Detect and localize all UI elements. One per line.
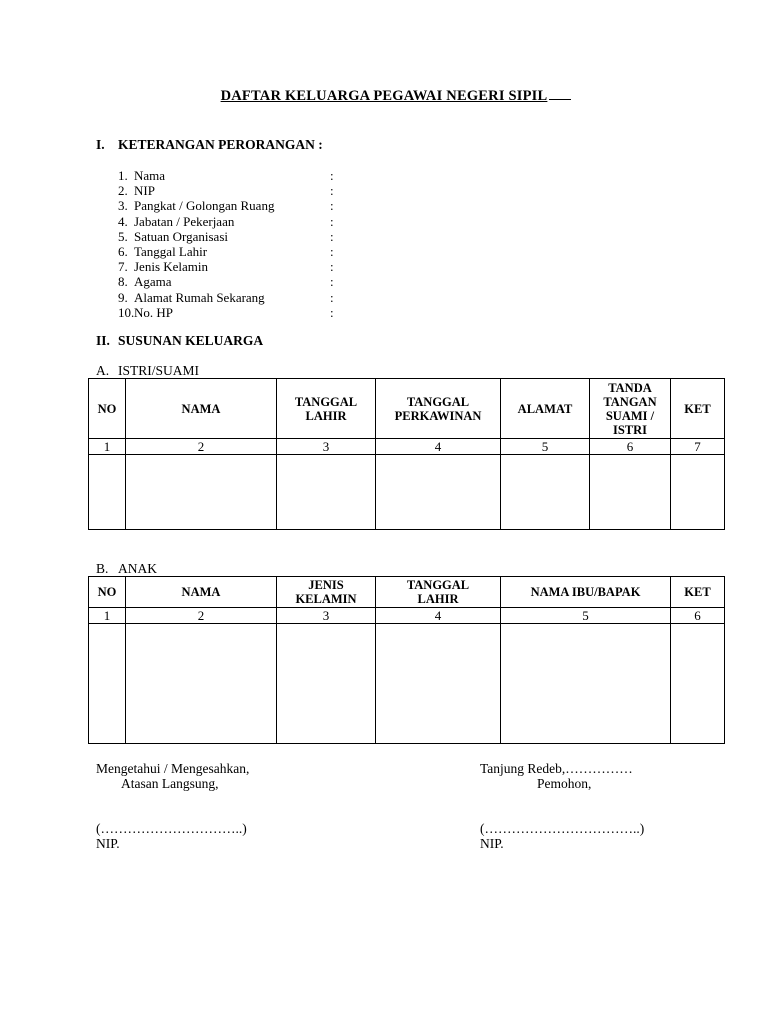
- entry-cell[interactable]: [501, 455, 590, 530]
- spouse-entry-row: [89, 455, 725, 530]
- field-colon: :: [330, 198, 334, 213]
- index-cell: 1: [89, 439, 126, 455]
- header-jenis-kelamin: JENIS KELAMIN: [277, 577, 376, 608]
- entry-cell[interactable]: [126, 455, 277, 530]
- personal-field-row: [118, 214, 234, 229]
- section-personal-heading: I. KETERANGAN PERORANGAN :: [96, 137, 323, 152]
- field-colon: :: [330, 305, 334, 320]
- field-colon: :: [330, 183, 334, 198]
- index-cell: 7: [671, 439, 725, 455]
- approver-title: Atasan Langsung,: [121, 776, 219, 791]
- document-title: DAFTAR KELUARGA PEGAWAI NEGERI SIPIL: [0, 87, 768, 105]
- field-label: No. HP: [134, 305, 174, 320]
- header-alamat: ALAMAT: [501, 379, 590, 439]
- children-index-row: [89, 608, 725, 624]
- field-label: Pangkat / Golongan Ruang: [134, 198, 275, 213]
- entry-cell[interactable]: [501, 624, 671, 744]
- approver-line: Mengetahui / Mengesahkan,: [96, 761, 250, 776]
- spouse-subheading: A. ISTRI/SUAMI: [96, 363, 200, 378]
- index-cell: 6: [590, 439, 671, 455]
- children-entry-row: [89, 624, 725, 744]
- personal-field-row: [118, 290, 265, 305]
- header-no: NO: [89, 379, 126, 439]
- personal-field-row: [118, 229, 228, 244]
- field-number: 10.: [118, 305, 135, 320]
- field-label: Agama: [134, 274, 172, 289]
- personal-field-row: [118, 168, 165, 183]
- spouse-index-row: [89, 439, 725, 455]
- entry-cell[interactable]: [277, 455, 376, 530]
- header-tanggal-perkawinan: TANGGAL PERKAWINAN: [376, 379, 501, 439]
- field-colon: :: [330, 274, 334, 289]
- index-cell: 1: [89, 608, 126, 624]
- field-colon: :: [330, 214, 334, 229]
- field-colon: :: [330, 229, 334, 244]
- index-cell: 2: [126, 439, 277, 455]
- entry-cell[interactable]: [126, 624, 277, 744]
- field-label: Jabatan / Pekerjaan: [134, 214, 235, 229]
- field-label: Tanggal Lahir: [134, 244, 208, 259]
- field-number: 2.: [118, 183, 128, 198]
- field-label: Jenis Kelamin: [134, 259, 209, 274]
- field-number: 5.: [118, 229, 128, 244]
- header-ket: KET: [671, 379, 725, 439]
- header-tanggal-lahir: TANGGAL LAHIR: [376, 577, 501, 608]
- entry-cell[interactable]: [671, 455, 725, 530]
- index-cell: 3: [277, 439, 376, 455]
- spouse-header-row: [89, 379, 725, 439]
- place-date-line: Tanjung Redeb,……………: [480, 761, 633, 776]
- header-ket: KET: [671, 577, 725, 608]
- personal-field-row: [118, 274, 172, 289]
- applicant-name-blank: (……………………………..): [480, 821, 645, 836]
- field-label: Nama: [134, 168, 166, 183]
- index-cell: 4: [376, 439, 501, 455]
- entry-cell[interactable]: [376, 455, 501, 530]
- field-number: 4.: [118, 214, 128, 229]
- field-colon: :: [330, 168, 334, 183]
- children-header-row: [89, 577, 725, 608]
- field-label: Alamat Rumah Sekarang: [134, 290, 265, 305]
- children-subheading: B. ANAK: [96, 561, 157, 576]
- personal-field-row: [118, 259, 208, 274]
- index-cell: 5: [501, 608, 671, 624]
- field-colon: :: [330, 244, 334, 259]
- entry-cell[interactable]: [590, 455, 671, 530]
- header-tanda-tangan: TANDA TANGAN SUAMI / ISTRI: [590, 379, 671, 439]
- field-number: 9.: [118, 290, 128, 305]
- applicant-title: Pemohon,: [537, 776, 592, 791]
- section-family-heading: II. SUSUNAN KELUARGA: [96, 333, 264, 348]
- entry-cell[interactable]: [376, 624, 501, 744]
- header-nama-ibu-bapak: NAMA IBU/BAPAK: [501, 577, 671, 608]
- field-number: 8.: [118, 274, 128, 289]
- index-cell: 6: [671, 608, 725, 624]
- index-cell: 4: [376, 608, 501, 624]
- index-cell: 2: [126, 608, 277, 624]
- field-number: 6.: [118, 244, 128, 259]
- header-nama: NAMA: [126, 577, 277, 608]
- approver-name-blank: (…………………………..): [96, 821, 247, 836]
- spouse-table: [88, 378, 725, 530]
- field-colon: :: [330, 259, 334, 274]
- index-cell: 5: [501, 439, 590, 455]
- entry-cell[interactable]: [277, 624, 376, 744]
- personal-field-row: [118, 183, 155, 198]
- personal-field-row: [118, 198, 274, 213]
- field-label: Satuan Organisasi: [134, 229, 228, 244]
- field-number: 3.: [118, 198, 128, 213]
- header-tanggal-lahir: TANGGAL LAHIR: [277, 379, 376, 439]
- entry-cell[interactable]: [89, 455, 126, 530]
- header-no: NO: [89, 577, 126, 608]
- personal-field-row: [118, 244, 207, 259]
- entry-cell[interactable]: [89, 624, 126, 744]
- field-colon: :: [330, 290, 334, 305]
- field-number: 7.: [118, 259, 128, 274]
- header-nama: NAMA: [126, 379, 277, 439]
- field-number: 1.: [118, 168, 128, 183]
- children-table: [88, 576, 725, 744]
- approver-nip: NIP.: [96, 836, 120, 851]
- entry-cell[interactable]: [671, 624, 725, 744]
- applicant-nip: NIP.: [480, 836, 504, 851]
- personal-field-row: [118, 305, 173, 320]
- field-label: NIP: [134, 183, 155, 198]
- index-cell: 3: [277, 608, 376, 624]
